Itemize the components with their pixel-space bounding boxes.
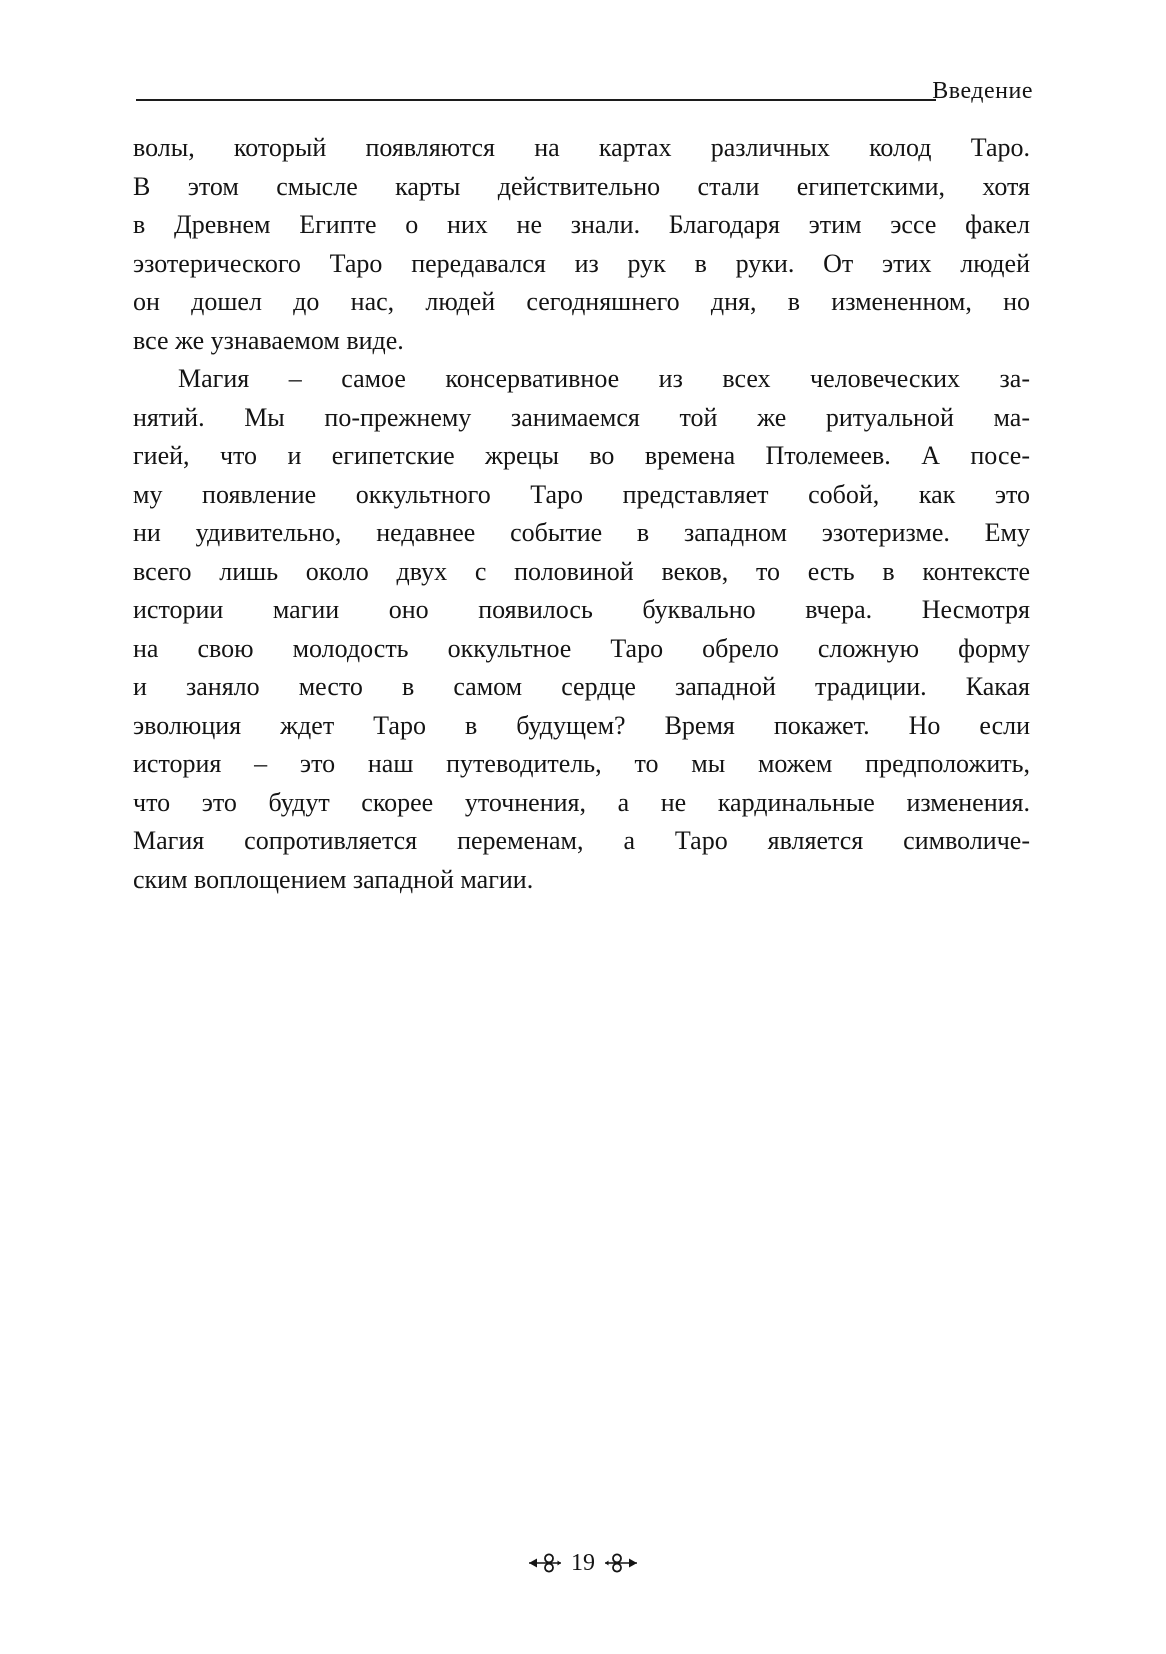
header-rule bbox=[136, 99, 936, 101]
text-line: эзотерического Таро передавался из рук в руки. От этих людей bbox=[133, 248, 1030, 278]
text-line: история – это наш путеводитель, то мы можем предположить, bbox=[133, 749, 1030, 778]
page-footer bbox=[0, 1549, 1166, 1577]
text-line: Магия сопротивляется переменам, а Таро является символиче- bbox=[133, 826, 1030, 855]
text-line: эволюция ждет Таро в будущем? Время покажет. Но если bbox=[133, 710, 1030, 740]
running-head-title: Введение bbox=[932, 78, 1033, 104]
paragraph bbox=[133, 360, 1030, 899]
text-line: ским воплощением западной магии. bbox=[133, 864, 534, 894]
fleuron-arrow-left-icon bbox=[528, 1553, 562, 1573]
text-line: что это будут скорее уточнения, а не кардинальные изменения. bbox=[133, 787, 1030, 817]
text-line: в Древнем Египте о них не знали. Благодаря этим эссе факел bbox=[133, 210, 1030, 239]
paragraph bbox=[133, 129, 1030, 360]
text-line: всего лишь около двух с половиной веков, то есть в контексте bbox=[133, 556, 1030, 586]
fleuron-arrow-right-icon bbox=[604, 1553, 638, 1573]
text-line: истории магии оно появилось буквально вчера. Несмотря bbox=[133, 595, 1030, 624]
text-block bbox=[133, 129, 1030, 899]
text-line: и заняло место в самом сердце западной традиции. Какая bbox=[133, 672, 1030, 701]
text-line: гией, что и египетские жрецы во времена Птолемеев. А посе- bbox=[133, 441, 1030, 470]
text-line: ни удивительно, недавнее событие в западном эзотеризме. Ему bbox=[133, 518, 1030, 547]
text-line: му появление оккультного Таро представляет собой, как это bbox=[133, 479, 1030, 509]
text-line: нятий. Мы по-прежнему занимаемся той же ритуальной ма- bbox=[133, 402, 1030, 432]
text-line: на свою молодость оккультное Таро обрело сложную форму bbox=[133, 633, 1030, 663]
text-line: В этом смысле карты действительно стали египетскими, хотя bbox=[133, 171, 1030, 201]
page-number: 19 bbox=[571, 1550, 595, 1576]
text-line: Магия – самое консервативное из всех человеческих за- bbox=[178, 364, 1030, 393]
text-line: он дошел до нас, людей сегодняшнего дня, в измененном, но bbox=[133, 287, 1030, 316]
text-line: волы, который появляются на картах различных колод Таро. bbox=[133, 133, 1030, 162]
text-line: все же узнаваемом виде. bbox=[133, 325, 404, 355]
